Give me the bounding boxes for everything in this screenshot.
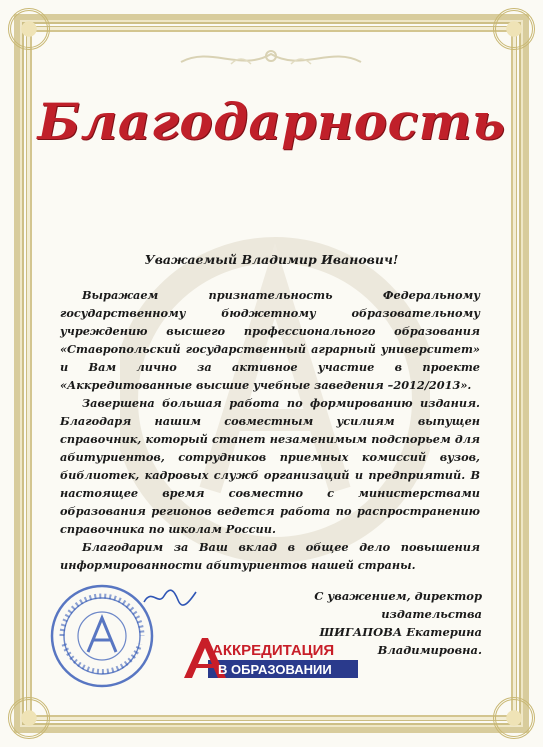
paragraph: Благодарим за Ваш вклад в общее дело повышения информированности абитуриентов нашей страны. <box>60 540 480 572</box>
signature-line: С уважением, директор издательства <box>314 589 482 621</box>
accreditation-logo <box>182 636 362 680</box>
document-title: Благодарность <box>37 92 506 151</box>
logo-line-2: В ОБРАЗОВАНИИ <box>218 662 332 677</box>
corner-ornament-icon <box>8 8 50 50</box>
corner-ornament-icon <box>493 8 535 50</box>
paragraph: Выражаем признательность Федеральному государственному бюджетному образовательному учреждению высшего профессионального образования «Ставропольский государственный аграрный университет» и Вам лично за активное участие в проекте «Аккредитованные высшие учебные заведения –2012/2013». <box>60 288 480 392</box>
handwritten-signature <box>140 586 200 608</box>
letter-body <box>60 286 480 574</box>
logo-line-1: АККРЕДИТАЦИЯ <box>212 642 335 659</box>
greeting: Уважаемый Владимир Иванович! <box>144 252 399 267</box>
signer-name: ШИГАПОВА Екатерина Владимировна. <box>319 625 482 657</box>
top-flourish-icon <box>171 44 371 70</box>
corner-ornament-icon <box>8 697 50 739</box>
paragraph: Завершена большая работа по формированию издания. Благодаря нашим совместным усилиям выпущен справочник, который станет незаменимым подспорьем для абитуриентов, сотрудников приемных комиссий вузов, библиотек, кадровых служб организаций и предприятий. В настоящее время совместно с министерствами образования регионов ведется работа по распространению справочника по школам России. <box>60 396 480 536</box>
corner-ornament-icon <box>493 697 535 739</box>
